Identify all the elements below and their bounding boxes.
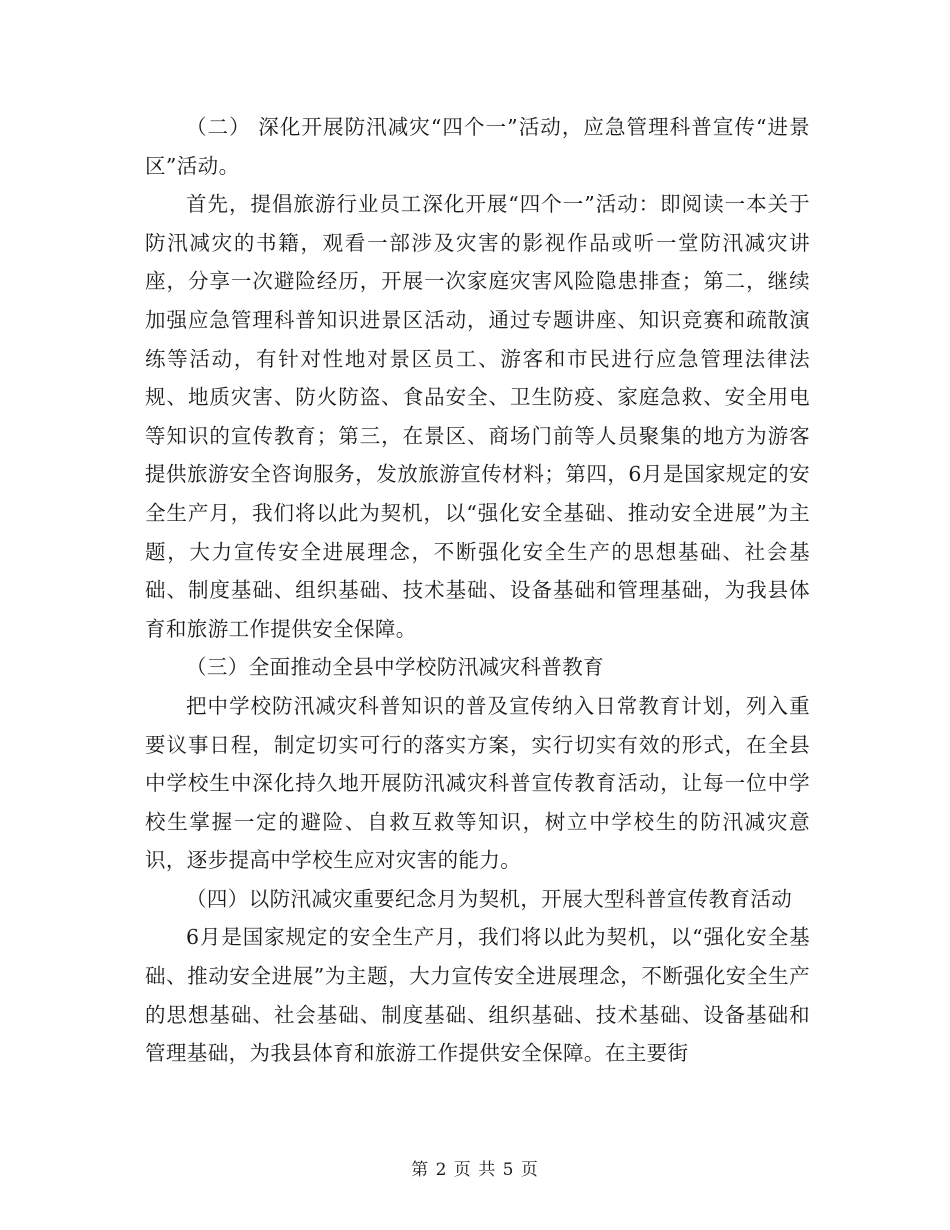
section-heading-4: （四）以防汛减灾重要纪念月为契机，开展大型科普宣传教育活动 xyxy=(186,886,793,911)
body-paragraph-2: 把中学校防汛减灾科普知识的普及宣传纳入日常教育计划，列入重要议事日程，制定切实可行的落实方案，实行切实有效的形式，在全县中学校生中深化持久地开展防汛减灾科普宣传教育活动，让每一位中学校生掌握一定的避险、自救互救等知识，树立中学校生的防汛减灾意识，逐步提高中学校生应对灾害的能力。 xyxy=(145,693,810,873)
body-paragraph-3: 6月是国家规定的安全生产月，我们将以此为契机，以“强化安全基础、推动安全进展”为主题，大力宣传安全进展理念，不断强化安全生产的思想基础、社会基础、制度基础、组织基础、技术基础、设备基础和管理基础，为我县体育和旅游工作提供安全保障。在主要街 xyxy=(145,925,810,1066)
document-body xyxy=(145,108,810,1073)
body-paragraph-1: 首先，提倡旅游行业员工深化开展“四个一”活动：即阅读一本关于防汛减灾的书籍，观看一部涉及灾害的影视作品或听一堂防汛减灾讲座，分享一次避险经历，开展一次家庭灾害风险隐患排查；第二，继续加强应急管理科普知识进景区活动，通过专题讲座、知识竞赛和疏散演练等活动，有针对性地对景区员工、游客和市民进行应急管理法律法规、地质灾害、防火防盗、食品安全、卫生防疫、家庭急救、安全用电等知识的宣传教育；第三，在景区、商场门前等人员聚集的地方为游客提供旅游安全咨询服务，发放旅游宣传材料；第四，6月是国家规定的安全生产月，我们将以此为契机，以“强化安全基础、推动安全进展”为主题，大力宣传安全进展理念，不断强化安全生产的思想基础、社会基础、制度基础、组织基础、技术基础、设备基础和管理基础，为我县体育和旅游工作提供安全保障。 xyxy=(145,192,810,641)
page-number-footer: 第 2 页 共 5 页 xyxy=(411,1160,539,1180)
section-heading-3: （三）全面推动全县中学校防汛减灾科普教育 xyxy=(186,655,604,680)
section-heading-2: （二） 深化开展防汛减灾“四个一”活动，应急管理科普宣传“进景区”活动。 xyxy=(145,115,810,178)
